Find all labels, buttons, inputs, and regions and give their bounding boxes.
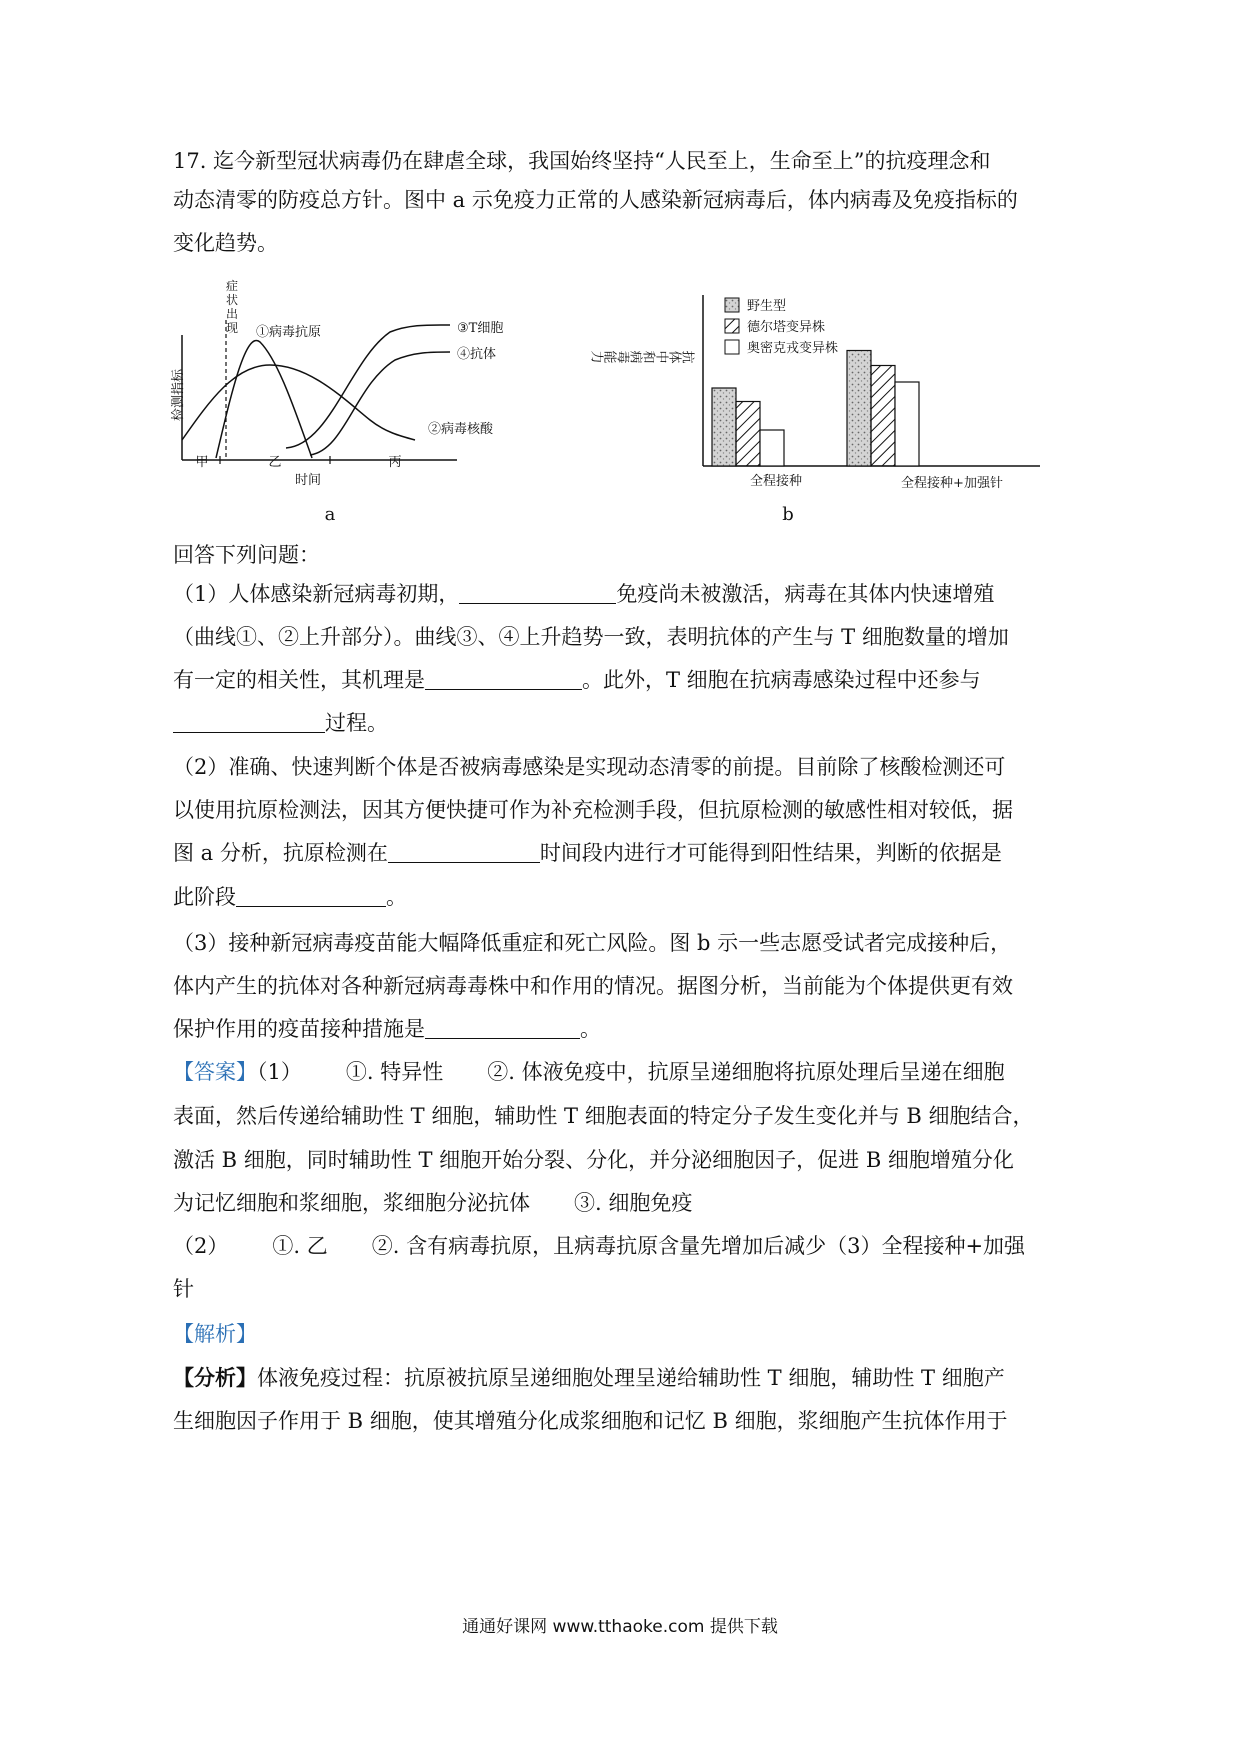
category-label-1: 全程接种: [749, 474, 803, 489]
legend-swatch-wild: [725, 298, 739, 312]
answer-l4-a: 为记忆细胞和浆细胞，浆细胞分泌抗体: [173, 1191, 530, 1215]
answer-prompt: 回答下列问题：: [173, 543, 320, 567]
answer-line-6: 针: [173, 1277, 194, 1301]
figure-b-ylabel: 抗体中和病毒能力: [591, 347, 695, 363]
q1-line-1: [173, 579, 994, 609]
legend-label-wild: 野生型: [747, 299, 787, 314]
q1-line-3: [173, 665, 981, 695]
question-stem-line-3: 变化趋势。: [173, 231, 278, 255]
curve-label-3: ③T细胞: [457, 321, 504, 336]
q2-line-4-b: 。: [386, 885, 407, 909]
legend-swatch-delta: [725, 319, 739, 333]
figure-a-symptom-3: 出: [225, 307, 239, 321]
q2-line-1: （2）准确、快速判断个体是否被病毒感染是实现动态清零的前提。目前除了核酸检测还可: [173, 755, 1006, 779]
q3-line-1: （3）接种新冠病毒疫苗能大幅降低重症和死亡风险。图 b 示一些志愿受试者完成接种后，: [173, 931, 1012, 955]
answer-l1-a: （1）: [257, 1060, 302, 1084]
figure-a-caption: a: [324, 504, 336, 525]
analysis-line-2: 生细胞因子作用于 B 细胞，使其增殖分化成浆细胞和记忆 B 细胞，浆细胞产生抗体作用于: [173, 1409, 1008, 1433]
page-footer: 通通好课网 www.tthaoke.com 提供下载: [462, 1617, 778, 1637]
answer-line-3: 激活 B 细胞，同时辅助性 T 细胞开始分裂、分化，并分泌细胞因子，促进 B 细胞增殖分化: [173, 1148, 1014, 1172]
q1-blank-2[interactable]: [425, 669, 582, 690]
answer-l5-c: ②. 含有病毒抗原，且病毒抗原含量先增加后减少（3）全程接种+加强: [371, 1234, 1026, 1258]
legend-label-delta: 德尔塔变异株: [747, 320, 826, 335]
answer-line-4: [173, 1188, 692, 1218]
figure-b-caption: b: [782, 504, 794, 525]
q1-blank-1[interactable]: [459, 583, 616, 604]
fenxi-tag: 【分析】: [173, 1365, 257, 1390]
answer-line-2: 表面，然后传递给辅助性 T 细胞，辅助性 T 细胞表面的特定分子发生变化并与 B 细胞结合，: [173, 1104, 1034, 1128]
answer-line-1: [173, 1057, 1005, 1087]
q1-line-4-b: 过程。: [325, 711, 388, 735]
q1-blank-3[interactable]: [173, 712, 325, 733]
figure-a: [160, 270, 504, 530]
answer-l5-b: ①. 乙: [272, 1234, 328, 1258]
curve-label-1: ①病毒抗原: [256, 325, 322, 340]
q3-line-2: 体内产生的抗体对各种新冠病毒毒株中和作用的情况。据图分析，当前能为个体提供更有效: [173, 974, 1013, 998]
q3-line-3: [173, 1014, 601, 1044]
q2-line-4: [173, 882, 407, 912]
q2-line-2: 以使用抗原检测法，因其方便快捷可作为补充检测手段，但抗原检测的敏感性相对较低，据: [173, 798, 1013, 822]
q2-line-4-a: 此阶段: [173, 885, 236, 909]
q1-line-1-a: （1）人体感染新冠病毒初期，: [173, 582, 460, 606]
q3-line-3-b: 。: [580, 1017, 601, 1041]
q1-line-3-a: 有一定的相关性，其机理是: [173, 668, 425, 692]
legend-label-omicron: 奥密克戎变异株: [747, 341, 839, 356]
analysis-line-1: [173, 1363, 1005, 1393]
q2-line-3: [173, 838, 1002, 868]
curve-label-4: ④抗体: [457, 347, 497, 362]
bar-delta-group-1: [736, 402, 760, 467]
answer-l4-b: ③. 细胞免疫: [574, 1191, 693, 1215]
curve-label-2: ②病毒核酸: [428, 422, 494, 437]
q1-line-2: （曲线①、②上升部分）。曲线③、④上升趋势一致，表明抗体的产生与 T 细胞数量的增加: [173, 625, 1009, 649]
bar-wild-group-1: [712, 388, 736, 466]
answer-l5-a: （2）: [173, 1234, 229, 1258]
figure-a-symptom-1: 症: [225, 279, 239, 293]
category-label-2: 全程接种+加强针: [901, 476, 1003, 491]
stage-yi: 乙: [268, 455, 282, 470]
stage-jia: 甲: [195, 455, 209, 470]
question-stem-line-1: 17. 迄今新型冠状病毒仍在肆虐全球，我国始终坚持“人民至上，生命至上”的抗疫理念和: [173, 149, 991, 173]
figure-a-xlabel: 时间: [294, 473, 322, 488]
analysis-tag: 【解析】: [173, 1322, 257, 1346]
figure-a-symptom-4: 现: [225, 321, 239, 335]
q2-blank-1[interactable]: [388, 842, 540, 863]
q1-line-1-b: 免疫尚未被激活，病毒在其体内快速增殖: [616, 582, 995, 606]
q1-line-4: [173, 708, 388, 738]
q1-line-3-b: 。此外，T 细胞在抗病毒感染过程中还参与: [582, 668, 981, 692]
figure-a-ylabel: 检测指标: [171, 368, 186, 422]
figure-a-symptom-2: 状: [225, 293, 239, 307]
figure-b: [591, 275, 1050, 535]
stage-bing: 丙: [388, 455, 402, 470]
bar-omicron-group-1: [760, 430, 784, 466]
q2-line-3-a: 图 a 分析，抗原检测在: [173, 841, 388, 865]
bar-delta-group-2: [871, 366, 895, 467]
q2-blank-2[interactable]: [236, 886, 386, 907]
legend-swatch-omicron: [725, 340, 739, 354]
bar-omicron-group-2: [895, 382, 919, 466]
answer-line-5: [173, 1231, 1025, 1261]
bar-wild-group-2: [847, 351, 871, 467]
analysis-l1: 体液免疫过程：抗原被抗原呈递细胞处理呈递给辅助性 T 细胞，辅助性 T 细胞产: [257, 1366, 1005, 1390]
question-stem-line-2: 动态清零的防疫总方针。图中 a 示免疫力正常的人感染新冠病毒后，体内病毒及免疫指标的: [173, 188, 1018, 212]
q3-line-3-a: 保护作用的疫苗接种措施是: [173, 1017, 425, 1041]
q3-blank-1[interactable]: [425, 1018, 580, 1039]
answer-l1-b: ①. 特异性: [345, 1060, 444, 1084]
answer-l1-c: ②. 体液免疫中，抗原呈递细胞将抗原处理后呈递在细胞: [487, 1060, 1005, 1084]
answer-tag: 【答案】: [173, 1060, 257, 1084]
q2-line-3-b: 时间段内进行才可能得到阳性结果，判断的依据是: [539, 841, 1002, 865]
